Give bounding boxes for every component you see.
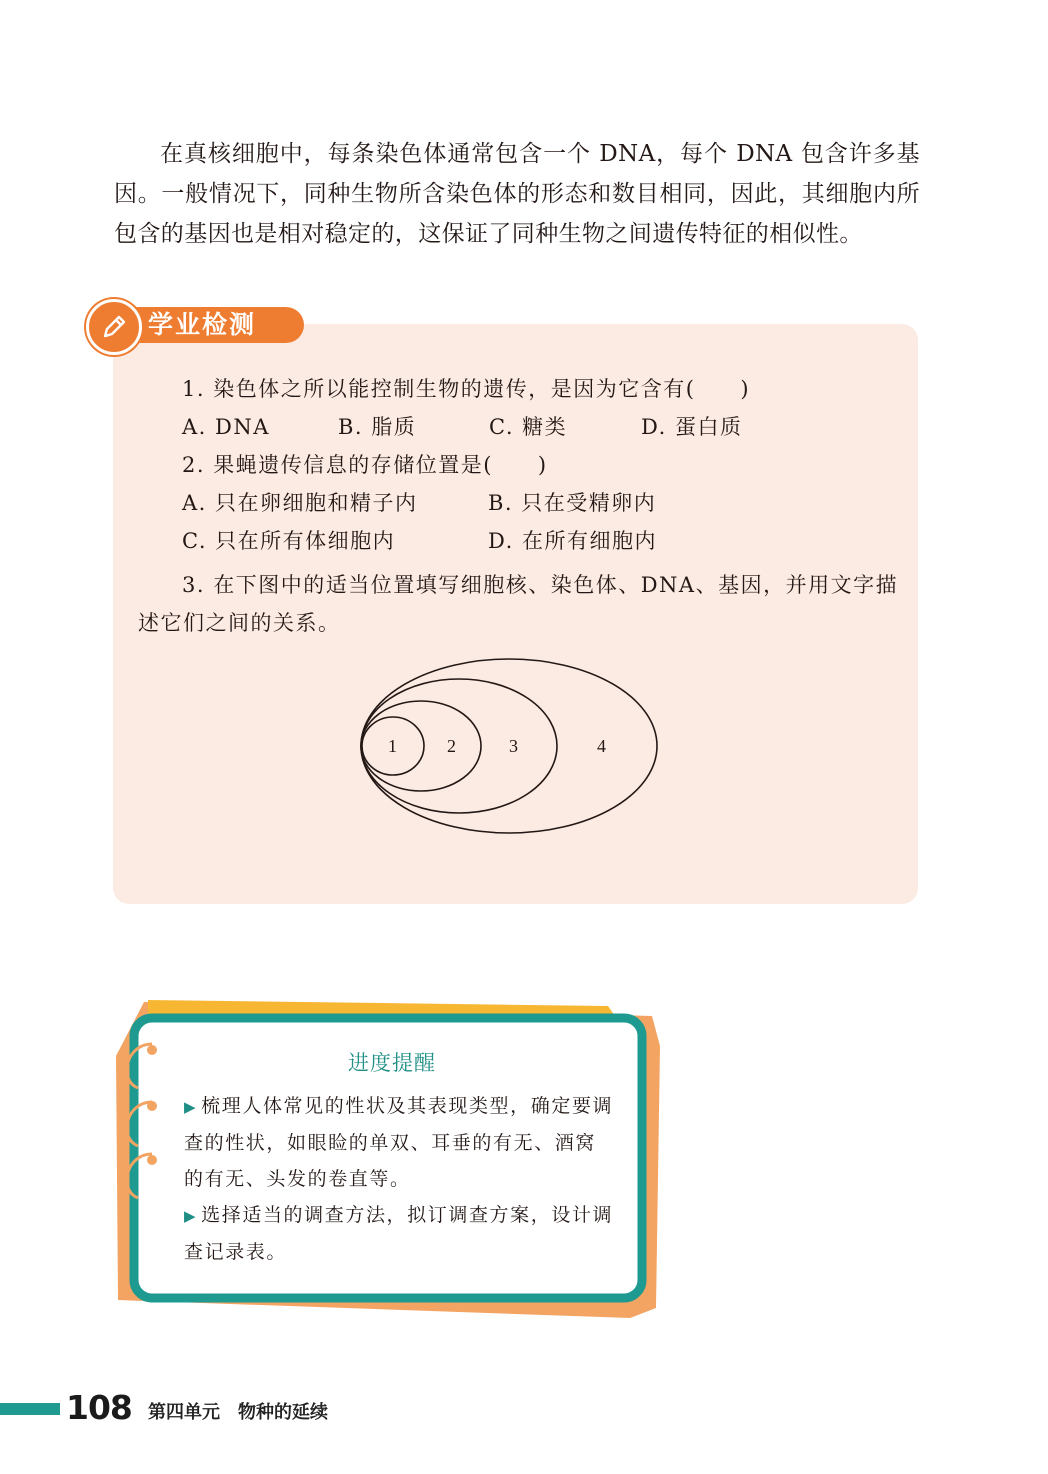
venn-label-1: 1 (388, 736, 397, 756)
q1-option-c: C. 糖类 (489, 415, 568, 439)
q1-stem: 1. 染色体之所以能控制生物的遗传，是因为它含有( ) (182, 377, 751, 401)
q2-stem: 2. 果蝇遗传信息的存储位置是( ) (182, 453, 548, 477)
q2-option-d: D. 在所有细胞内 (488, 529, 657, 553)
triangle-bullet-icon: ▶ (184, 1207, 198, 1225)
q1-option-a: A. DNA (182, 415, 270, 439)
progress-list (184, 1088, 614, 1270)
progress-item-text: 梳理人体常见的性状及其表现类型，确定要调查的性状，如眼睑的单双、耳垂的有无、酒窝的有无、头发的卷直等。 (184, 1095, 614, 1190)
nested-ellipse-diagram (355, 652, 665, 852)
intro-paragraph: 在真核细胞中，每条染色体通常包含一个 DNA，每个 DNA 包含许多基因。一般情况下，同种生物所含染色体的形态和数目相同，因此，其细胞内所包含的基因也是相对稳定的，这保证了同种生物之间遗传特征的相似性。 (114, 141, 920, 247)
q2-option-a: A. 只在卵细胞和精子内 (182, 491, 418, 515)
q2-option-b: B. 只在受精卵内 (488, 491, 657, 515)
venn-label-4: 4 (597, 736, 606, 756)
quiz-title: 学业检测 (148, 310, 257, 339)
q3-stem: 3. 在下图中的适当位置填写细胞核、染色体、DNA、基因，并用文字描述它们之间的关系。 (138, 573, 899, 635)
intro-text (114, 134, 920, 254)
progress-item-text: 选择适当的调查方法，拟订调查方案，设计调查记录表。 (184, 1204, 614, 1263)
progress-item (184, 1197, 614, 1270)
page-number: 108 (66, 1388, 132, 1427)
progress-title: 进度提醒 (348, 1051, 436, 1075)
triangle-bullet-icon: ▶ (184, 1098, 198, 1116)
q2-option-c: C. 只在所有体细胞内 (182, 529, 396, 553)
q1-option-d: D. 蛋白质 (641, 415, 743, 439)
progress-item (184, 1088, 614, 1197)
venn-label-2: 2 (447, 736, 456, 756)
footer-accent-bar (0, 1403, 60, 1415)
venn-label-3: 3 (509, 736, 518, 756)
q1-option-b: B. 脂质 (338, 415, 417, 439)
pencil-icon (86, 299, 142, 355)
unit-title: 第四单元 物种的延续 (148, 1402, 328, 1423)
ellipse-2 (361, 701, 481, 791)
